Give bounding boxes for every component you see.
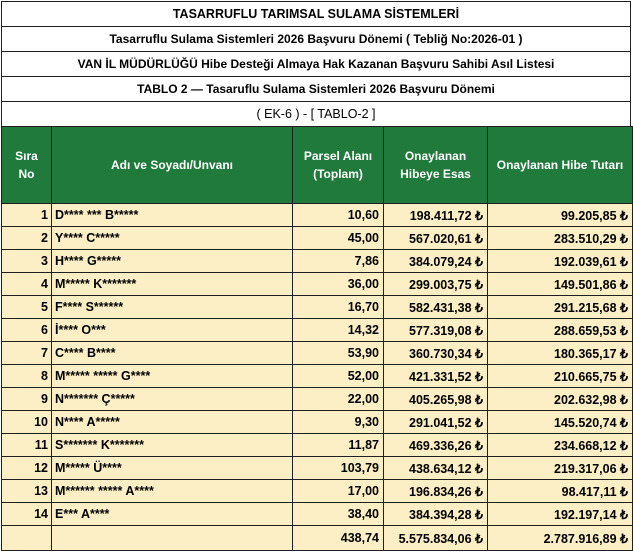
cell-name: D**** *** B***** [52, 204, 293, 227]
cell-hibe-esas: 360.730,34 ₺ [384, 342, 488, 365]
cell-sira-no: 7 [2, 342, 52, 365]
table-header-row [2, 127, 633, 204]
cell-hibe-tutar: 192.197,14 ₺ [488, 503, 633, 526]
table-row [2, 503, 633, 526]
total-parsel: 438,74 [293, 526, 384, 551]
table-row [2, 480, 633, 503]
cell-hibe-esas: 421.331,52 ₺ [384, 365, 488, 388]
total-hibe-esas: 5.575.834,06 ₺ [384, 526, 488, 551]
report-office-line: VAN İL MÜDÜRLÜĞÜ Hibe Desteği Almaya Hak Kazanan Başvuru Sahibi Asıl Listesi [1, 51, 631, 76]
cell-parsel: 53,90 [293, 342, 384, 365]
cell-hibe-tutar: 283.510,29 ₺ [488, 227, 633, 250]
cell-hibe-esas: 196.834,26 ₺ [384, 480, 488, 503]
table-row [2, 411, 633, 434]
cell-parsel: 11,87 [293, 434, 384, 457]
table-row [2, 227, 633, 250]
cell-hibe-esas: 384.394,28 ₺ [384, 503, 488, 526]
table-row [2, 250, 633, 273]
cell-parsel: 22,00 [293, 388, 384, 411]
cell-name: M***** ***** G**** [52, 365, 293, 388]
table-row [2, 388, 633, 411]
report-title: TASARRUFLU TARIMSAL SULAMA SİSTEMLERİ [1, 1, 631, 26]
cell-sira-no: 9 [2, 388, 52, 411]
cell-hibe-tutar: 291.215,68 ₺ [488, 296, 633, 319]
cell-parsel: 36,00 [293, 273, 384, 296]
cell-hibe-tutar: 149.501,86 ₺ [488, 273, 633, 296]
cell-parsel: 38,40 [293, 503, 384, 526]
grant-table [1, 126, 633, 551]
report-sheet [1, 1, 631, 551]
cell-sira-no: 12 [2, 457, 52, 480]
cell-hibe-tutar: 210.665,75 ₺ [488, 365, 633, 388]
cell-hibe-tutar: 99.205,85 ₺ [488, 204, 633, 227]
cell-hibe-esas: 567.020,61 ₺ [384, 227, 488, 250]
cell-hibe-esas: 405.265,98 ₺ [384, 388, 488, 411]
cell-parsel: 7,86 [293, 250, 384, 273]
cell-sira-no: 10 [2, 411, 52, 434]
cell-name: H**** G***** [52, 250, 293, 273]
table-body [2, 204, 633, 526]
cell-name: M***** K******* [52, 273, 293, 296]
cell-name: M***** Ü**** [52, 457, 293, 480]
cell-parsel: 45,00 [293, 227, 384, 250]
col-header-hibe-esas: Onaylanan Hibeye Esas [384, 127, 488, 204]
cell-parsel: 103,79 [293, 457, 384, 480]
table-row [2, 457, 633, 480]
cell-hibe-tutar: 145.520,74 ₺ [488, 411, 633, 434]
cell-name: İ**** O*** [52, 319, 293, 342]
cell-sira-no: 11 [2, 434, 52, 457]
cell-name: N**** A***** [52, 411, 293, 434]
col-header-hibe-tutar: Onaylanan Hibe Tutarı [488, 127, 633, 204]
total-empty-name [52, 526, 293, 551]
cell-name: S******* K******* [52, 434, 293, 457]
report-subtitle: Tasarruflu Sulama Sistemleri 2026 Başvuru Dönemi ( Tebliğ No:2026-01 ) [1, 26, 631, 51]
cell-hibe-tutar: 192.039,61 ₺ [488, 250, 633, 273]
cell-sira-no: 4 [2, 273, 52, 296]
cell-hibe-esas: 384.079,24 ₺ [384, 250, 488, 273]
cell-parsel: 9,30 [293, 411, 384, 434]
cell-hibe-esas: 291.041,52 ₺ [384, 411, 488, 434]
col-header-name: Adı ve Soyadı/Unvanı [52, 127, 293, 204]
table-row [2, 434, 633, 457]
col-header-sira-no: Sıra No [2, 127, 52, 204]
report-annex-label: ( EK-6 ) - [ TABLO-2 ] [1, 101, 631, 126]
cell-name: F**** S****** [52, 296, 293, 319]
table-row [2, 365, 633, 388]
cell-sira-no: 5 [2, 296, 52, 319]
table-row [2, 273, 633, 296]
cell-parsel: 14,32 [293, 319, 384, 342]
cell-parsel: 17,00 [293, 480, 384, 503]
cell-parsel: 10,60 [293, 204, 384, 227]
cell-hibe-esas: 582.431,38 ₺ [384, 296, 488, 319]
col-header-parsel: Parsel Alanı (Toplam) [293, 127, 384, 204]
cell-hibe-tutar: 202.632,98 ₺ [488, 388, 633, 411]
cell-name: N******* Ç***** [52, 388, 293, 411]
cell-hibe-tutar: 98.417,11 ₺ [488, 480, 633, 503]
cell-name: E*** A**** [52, 503, 293, 526]
table-row [2, 342, 633, 365]
cell-sira-no: 6 [2, 319, 52, 342]
cell-sira-no: 14 [2, 503, 52, 526]
cell-hibe-tutar: 180.365,17 ₺ [488, 342, 633, 365]
cell-hibe-tutar: 234.668,12 ₺ [488, 434, 633, 457]
cell-hibe-esas: 577.319,08 ₺ [384, 319, 488, 342]
cell-name: M****** ***** A**** [52, 480, 293, 503]
report-table-caption: TABLO 2 — Tasaruflu Sulama Sistemleri 2026 Başvuru Dönemi [1, 76, 631, 101]
cell-sira-no: 13 [2, 480, 52, 503]
total-hibe-tutar: 2.787.916,89 ₺ [488, 526, 633, 551]
table-row [2, 319, 633, 342]
cell-sira-no: 8 [2, 365, 52, 388]
cell-hibe-tutar: 219.317,06 ₺ [488, 457, 633, 480]
cell-hibe-esas: 469.336,26 ₺ [384, 434, 488, 457]
table-row [2, 296, 633, 319]
total-row [2, 526, 633, 551]
cell-hibe-tutar: 288.659,53 ₺ [488, 319, 633, 342]
cell-parsel: 52,00 [293, 365, 384, 388]
cell-hibe-esas: 198.411,72 ₺ [384, 204, 488, 227]
cell-hibe-esas: 438.634,12 ₺ [384, 457, 488, 480]
cell-sira-no: 2 [2, 227, 52, 250]
total-empty-no [2, 526, 52, 551]
cell-sira-no: 3 [2, 250, 52, 273]
cell-name: Y**** C***** [52, 227, 293, 250]
cell-name: C**** B**** [52, 342, 293, 365]
cell-sira-no: 1 [2, 204, 52, 227]
table-row [2, 204, 633, 227]
cell-hibe-esas: 299.003,75 ₺ [384, 273, 488, 296]
cell-parsel: 16,70 [293, 296, 384, 319]
